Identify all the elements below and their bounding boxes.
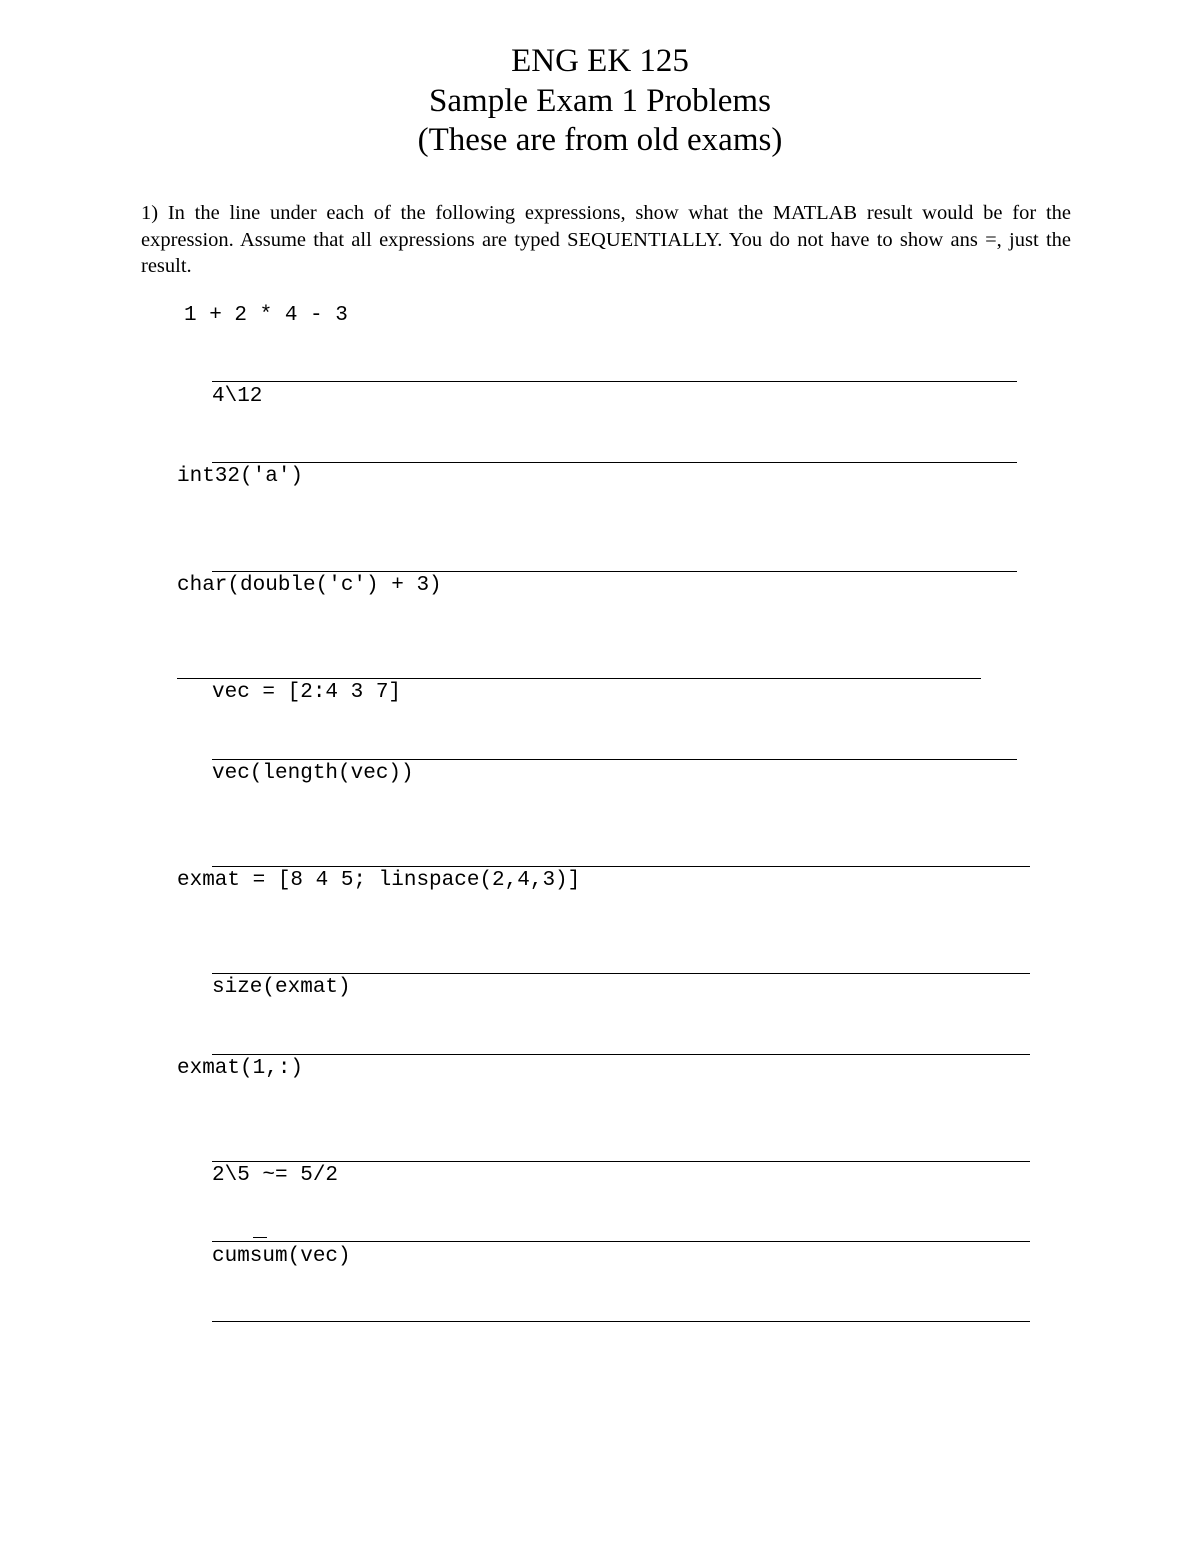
- answer-line-1: [212, 381, 1017, 382]
- question-instructions: 1) In the line under each of the following expressions, show what the MATLAB result would be for the expression. Assume that all expressions are typed SEQUENTIALLY. You do not have to show ans =, just the result.: [141, 202, 1071, 277]
- answer-line-8: [212, 1054, 1030, 1055]
- exam-subtitle: (These are from old exams): [417, 122, 783, 158]
- answer-line-11: [212, 1321, 1030, 1322]
- expression-2: 4\12: [212, 385, 263, 408]
- answer-line-9: [212, 1161, 1030, 1162]
- stray-underscore-mark: [253, 1237, 267, 1238]
- expression-11: cumsum(vec): [212, 1245, 351, 1268]
- expression-4: char(double('c') + 3): [177, 574, 442, 597]
- expression-9: exmat(1,:): [177, 1057, 304, 1080]
- exam-title: Sample Exam 1 Problems: [429, 82, 771, 119]
- expression-8: size(exmat): [212, 976, 351, 999]
- expression-7: exmat = [8 4 5; linspace(2,4,3)]: [177, 869, 581, 892]
- answer-line-4: [177, 678, 981, 679]
- answer-line-10: [212, 1241, 1030, 1242]
- expression-5: vec = [2:4 3 7]: [212, 681, 402, 704]
- course-title: ENG EK 125: [511, 43, 689, 79]
- answer-line-7: [212, 973, 1030, 974]
- exam-header: [0, 42, 1200, 161]
- answer-line-6: [212, 866, 1030, 867]
- expression-10: 2\5 ~= 5/2: [212, 1164, 339, 1187]
- answer-line-3: [212, 571, 1017, 572]
- answer-line-5: [212, 759, 1017, 760]
- expression-6: vec(length(vec)): [212, 762, 414, 785]
- expression-1: 1 + 2 * 4 - 3: [184, 304, 348, 327]
- answer-line-2: [212, 462, 1017, 463]
- expression-3: int32('a'): [177, 465, 304, 488]
